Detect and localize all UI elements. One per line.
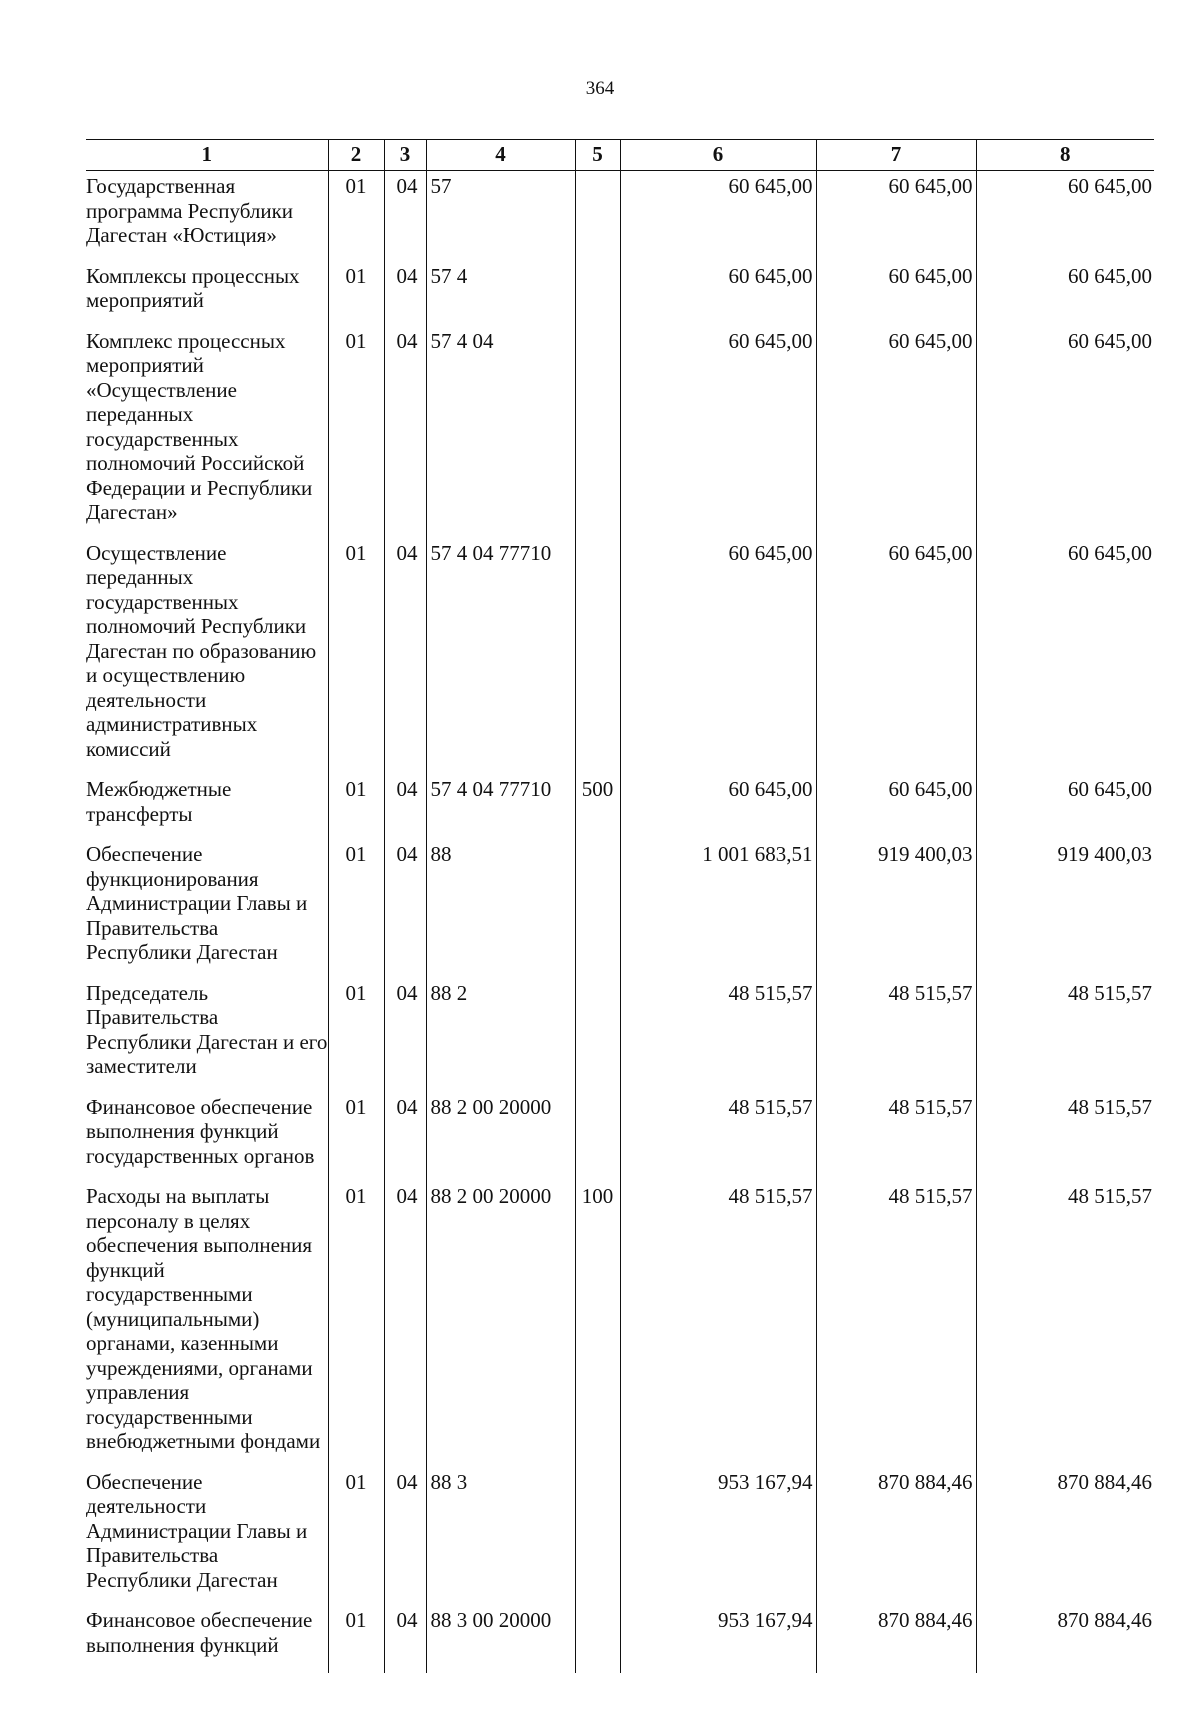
row-name-cell: Обеспечение функционирования Администрации Главы и Правительства Республики Дагестан bbox=[86, 842, 328, 981]
amount-col7-cell: 60 645,00 bbox=[816, 171, 976, 264]
amount-col6-cell: 60 645,00 bbox=[620, 541, 816, 778]
table-row bbox=[86, 842, 1154, 981]
table-row bbox=[86, 264, 1154, 329]
amount-col8-cell: 60 645,00 bbox=[976, 329, 1154, 541]
amount-col8-cell: 870 884,46 bbox=[976, 1470, 1154, 1609]
section-code-cell: 01 bbox=[328, 981, 384, 1095]
expense-type-cell bbox=[575, 981, 620, 1095]
table-row bbox=[86, 981, 1154, 1095]
target-item-cell: 88 3 bbox=[426, 1470, 575, 1609]
subsection-code-cell: 04 bbox=[384, 1095, 426, 1185]
expense-type-cell bbox=[575, 1095, 620, 1185]
table-header-row bbox=[86, 140, 1154, 171]
section-code-cell: 01 bbox=[328, 1095, 384, 1185]
column-header: 7 bbox=[816, 140, 976, 171]
row-name-cell: Государственная программа Республики Дагестан «Юстиция» bbox=[86, 171, 328, 264]
target-item-cell: 57 4 04 bbox=[426, 329, 575, 541]
row-name-cell: Осуществление переданных государственных полномочий Республики Дагестан по образованию и осуществлению деятельности административных комиссий bbox=[86, 541, 328, 778]
expense-type-cell bbox=[575, 1470, 620, 1609]
expense-type-cell: 500 bbox=[575, 777, 620, 842]
section-code-cell: 01 bbox=[328, 1470, 384, 1609]
amount-col6-cell: 953 167,94 bbox=[620, 1608, 816, 1673]
section-code-cell: 01 bbox=[328, 842, 384, 981]
section-code-cell: 01 bbox=[328, 264, 384, 329]
amount-col7-cell: 919 400,03 bbox=[816, 842, 976, 981]
amount-col7-cell: 60 645,00 bbox=[816, 329, 976, 541]
target-item-cell: 57 4 04 77710 bbox=[426, 777, 575, 842]
row-name-cell: Финансовое обеспечение выполнения функций государственных органов bbox=[86, 1095, 328, 1185]
column-header: 2 bbox=[328, 140, 384, 171]
amount-col7-cell: 48 515,57 bbox=[816, 981, 976, 1095]
expense-type-cell bbox=[575, 541, 620, 778]
amount-col6-cell: 60 645,00 bbox=[620, 171, 816, 264]
expense-type-cell bbox=[575, 264, 620, 329]
column-header: 5 bbox=[575, 140, 620, 171]
row-name-cell: Председатель Правительства Республики Дагестан и его заместители bbox=[86, 981, 328, 1095]
amount-col6-cell: 1 001 683,51 bbox=[620, 842, 816, 981]
section-code-cell: 01 bbox=[328, 171, 384, 264]
amount-col6-cell: 48 515,57 bbox=[620, 981, 816, 1095]
amount-col8-cell: 48 515,57 bbox=[976, 1095, 1154, 1185]
amount-col6-cell: 48 515,57 bbox=[620, 1095, 816, 1185]
table-row bbox=[86, 171, 1154, 264]
amount-col8-cell: 60 645,00 bbox=[976, 777, 1154, 842]
amount-col7-cell: 60 645,00 bbox=[816, 264, 976, 329]
amount-col6-cell: 60 645,00 bbox=[620, 264, 816, 329]
subsection-code-cell: 04 bbox=[384, 1184, 426, 1470]
row-name-cell: Комплексы процессных мероприятий bbox=[86, 264, 328, 329]
amount-col8-cell: 60 645,00 bbox=[976, 264, 1154, 329]
target-item-cell: 57 4 bbox=[426, 264, 575, 329]
target-item-cell: 88 3 00 20000 bbox=[426, 1608, 575, 1673]
budget-table bbox=[86, 139, 1154, 1673]
column-header: 6 bbox=[620, 140, 816, 171]
row-name-cell: Обеспечение деятельности Администрации Главы и Правительства Республики Дагестан bbox=[86, 1470, 328, 1609]
column-header: 4 bbox=[426, 140, 575, 171]
amount-col8-cell: 870 884,46 bbox=[976, 1608, 1154, 1673]
subsection-code-cell: 04 bbox=[384, 842, 426, 981]
table-row bbox=[86, 1470, 1154, 1609]
subsection-code-cell: 04 bbox=[384, 1470, 426, 1609]
amount-col6-cell: 60 645,00 bbox=[620, 777, 816, 842]
target-item-cell: 88 bbox=[426, 842, 575, 981]
amount-col7-cell: 870 884,46 bbox=[816, 1470, 976, 1609]
amount-col6-cell: 60 645,00 bbox=[620, 329, 816, 541]
table-body bbox=[86, 171, 1154, 1674]
target-item-cell: 88 2 00 20000 bbox=[426, 1095, 575, 1185]
section-code-cell: 01 bbox=[328, 777, 384, 842]
subsection-code-cell: 04 bbox=[384, 264, 426, 329]
target-item-cell: 88 2 00 20000 bbox=[426, 1184, 575, 1470]
expense-type-cell bbox=[575, 329, 620, 541]
amount-col8-cell: 48 515,57 bbox=[976, 981, 1154, 1095]
section-code-cell: 01 bbox=[328, 1184, 384, 1470]
amount-col7-cell: 48 515,57 bbox=[816, 1095, 976, 1185]
table-row bbox=[86, 1184, 1154, 1470]
section-code-cell: 01 bbox=[328, 1608, 384, 1673]
row-name-cell: Расходы на выплаты персоналу в целях обеспечения выполнения функций государственными (муниципальными) органами, казенными учреждениями, органами управления государственными внебюджетными фондами bbox=[86, 1184, 328, 1470]
amount-col7-cell: 48 515,57 bbox=[816, 1184, 976, 1470]
table-row bbox=[86, 777, 1154, 842]
expense-type-cell bbox=[575, 842, 620, 981]
amount-col6-cell: 953 167,94 bbox=[620, 1470, 816, 1609]
amount-col6-cell: 48 515,57 bbox=[620, 1184, 816, 1470]
row-name-cell: Финансовое обеспечение выполнения функций bbox=[86, 1608, 328, 1673]
amount-col7-cell: 870 884,46 bbox=[816, 1608, 976, 1673]
section-code-cell: 01 bbox=[328, 541, 384, 778]
expense-type-cell bbox=[575, 171, 620, 264]
expense-type-cell bbox=[575, 1608, 620, 1673]
amount-col8-cell: 919 400,03 bbox=[976, 842, 1154, 981]
subsection-code-cell: 04 bbox=[384, 777, 426, 842]
subsection-code-cell: 04 bbox=[384, 171, 426, 264]
page-number: 364 bbox=[585, 78, 615, 99]
column-header: 3 bbox=[384, 140, 426, 171]
amount-col7-cell: 60 645,00 bbox=[816, 777, 976, 842]
target-item-cell: 88 2 bbox=[426, 981, 575, 1095]
table-row bbox=[86, 541, 1154, 778]
subsection-code-cell: 04 bbox=[384, 541, 426, 778]
table-row bbox=[86, 1095, 1154, 1185]
column-header: 8 bbox=[976, 140, 1154, 171]
section-code-cell: 01 bbox=[328, 329, 384, 541]
row-name-cell: Межбюджетные трансферты bbox=[86, 777, 328, 842]
subsection-code-cell: 04 bbox=[384, 1608, 426, 1673]
subsection-code-cell: 04 bbox=[384, 981, 426, 1095]
table-row bbox=[86, 329, 1154, 541]
subsection-code-cell: 04 bbox=[384, 329, 426, 541]
target-item-cell: 57 4 04 77710 bbox=[426, 541, 575, 778]
column-header: 1 bbox=[86, 140, 328, 171]
row-name-cell: Комплекс процессных мероприятий «Осуществление переданных государственных полномочий Российской Федерации и Республики Дагестан» bbox=[86, 329, 328, 541]
amount-col8-cell: 60 645,00 bbox=[976, 541, 1154, 778]
amount-col8-cell: 48 515,57 bbox=[976, 1184, 1154, 1470]
expense-type-cell: 100 bbox=[575, 1184, 620, 1470]
target-item-cell: 57 bbox=[426, 171, 575, 264]
table-row bbox=[86, 1608, 1154, 1673]
amount-col8-cell: 60 645,00 bbox=[976, 171, 1154, 264]
amount-col7-cell: 60 645,00 bbox=[816, 541, 976, 778]
